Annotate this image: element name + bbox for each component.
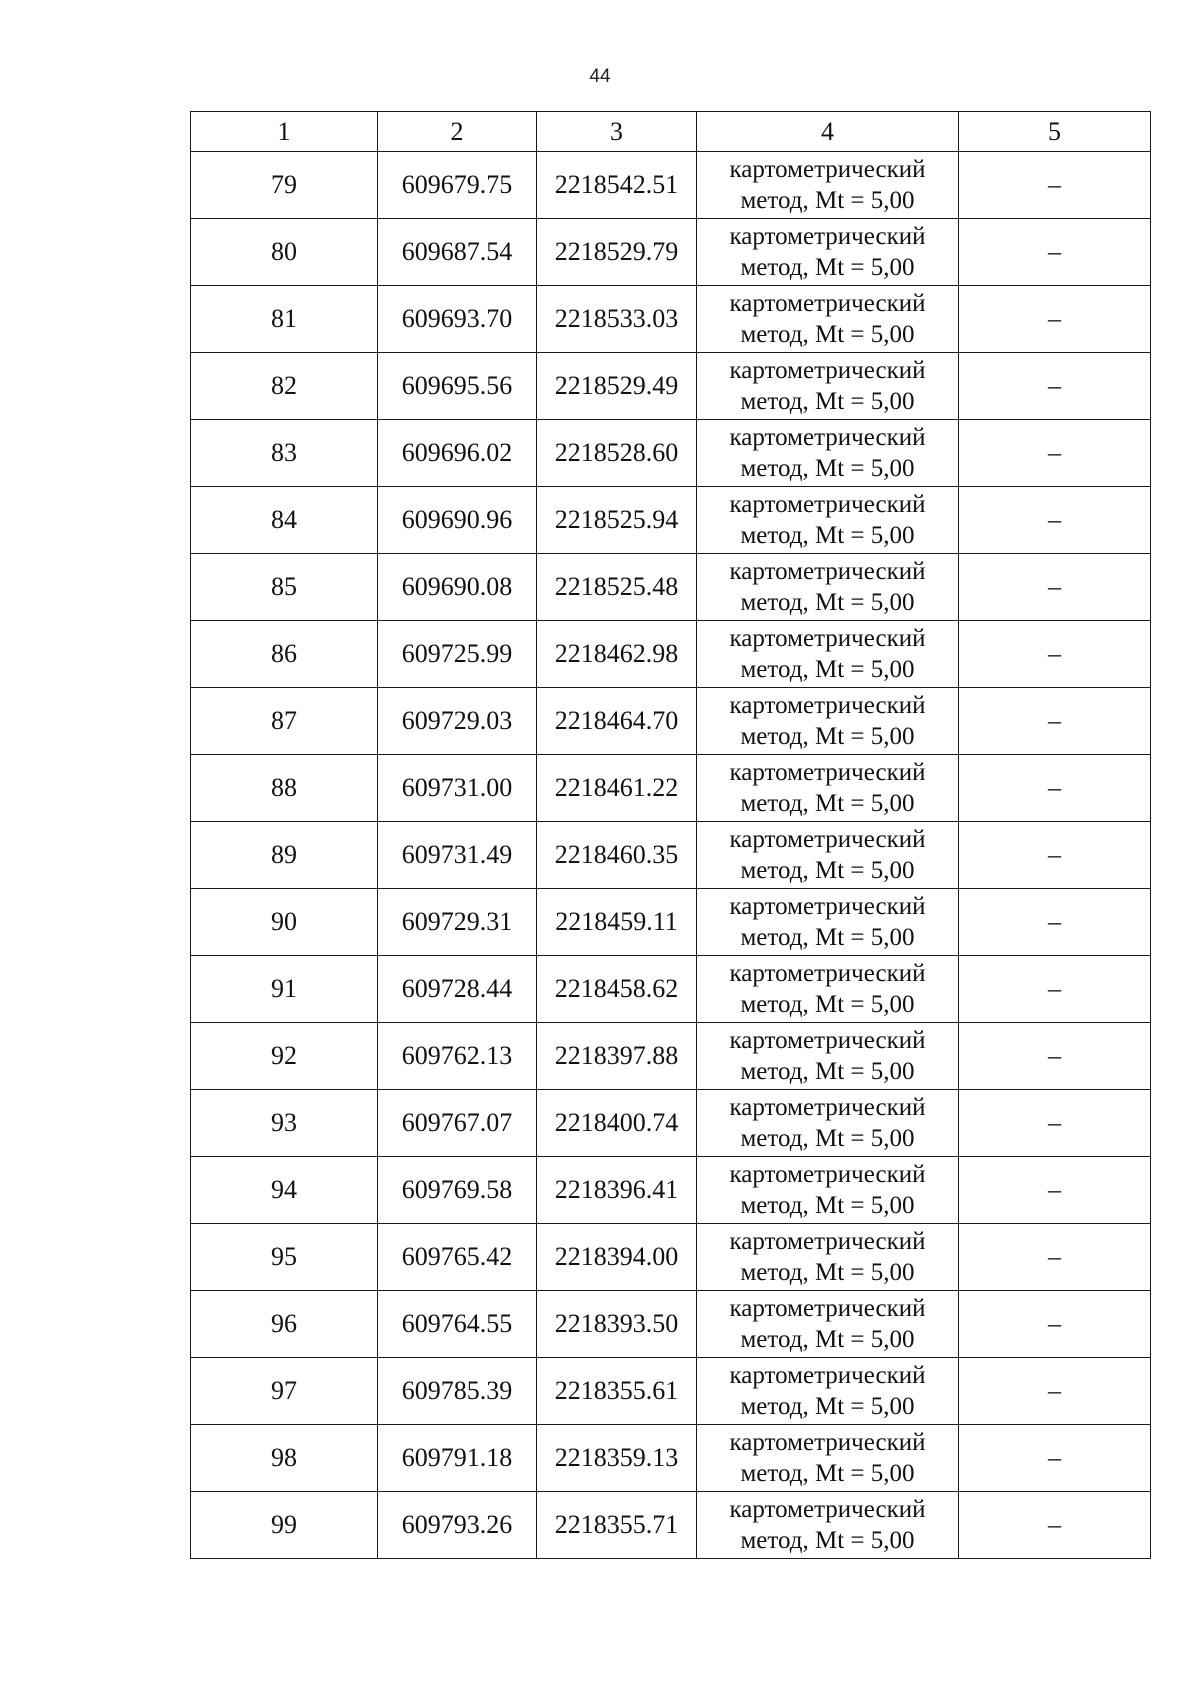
y-coordinate-cell: 2218525.94 [537,487,697,554]
col5-cell: – [959,1157,1151,1224]
x-coordinate-cell: 609729.03 [378,688,537,755]
method-line-1: картометрический [729,290,926,317]
x-coordinate-cell: 609679.75 [378,152,537,219]
col5-cell: – [959,1425,1151,1492]
x-coordinate-cell: 609725.99 [378,621,537,688]
method-line-1: картометрический [729,1228,926,1255]
x-coordinate-cell: 609762.13 [378,1023,537,1090]
method-line-1: картометрический [729,424,926,451]
y-coordinate-cell: 2218461.22 [537,755,697,822]
point-number-cell: 79 [191,152,378,219]
x-coordinate-cell: 609769.58 [378,1157,537,1224]
table-row [191,353,1151,420]
table-row [191,487,1151,554]
method-line-1: картометрический [729,692,926,719]
point-number-cell: 86 [191,621,378,688]
method-line-2: метод, Mt = 5,00 [740,1393,915,1420]
col5-cell: – [959,1291,1151,1358]
method-line-2: метод, Mt = 5,00 [740,857,915,884]
method-line-1: картометрический [729,625,926,652]
col5-cell: – [959,420,1151,487]
table-row [191,1090,1151,1157]
col5-cell: – [959,822,1151,889]
header-col-4: 4 [697,112,959,152]
y-coordinate-cell: 2218355.71 [537,1492,697,1559]
table-row [191,1157,1151,1224]
method-line-2: метод, Mt = 5,00 [740,1058,915,1085]
y-coordinate-cell: 2218464.70 [537,688,697,755]
point-number-cell: 96 [191,1291,378,1358]
table-row [191,1224,1151,1291]
table-body [191,152,1151,1559]
point-number-cell: 82 [191,353,378,420]
table-row [191,621,1151,688]
y-coordinate-cell: 2218400.74 [537,1090,697,1157]
col5-cell: – [959,1023,1151,1090]
method-line-1: картометрический [729,156,926,183]
method-cell [697,554,959,621]
method-line-1: картометрический [729,1094,926,1121]
y-coordinate-cell: 2218355.61 [537,1358,697,1425]
header-col-2: 2 [378,112,537,152]
point-number-cell: 99 [191,1492,378,1559]
table-row [191,822,1151,889]
method-cell [697,1023,959,1090]
table-row [191,286,1151,353]
point-number-cell: 83 [191,420,378,487]
method-line-1: картометрический [729,759,926,786]
x-coordinate-cell: 609791.18 [378,1425,537,1492]
method-cell [697,1090,959,1157]
col5-cell: – [959,487,1151,554]
method-cell [697,621,959,688]
method-cell [697,420,959,487]
point-number-cell: 92 [191,1023,378,1090]
y-coordinate-cell: 2218396.41 [537,1157,697,1224]
method-cell [697,1425,959,1492]
x-coordinate-cell: 609690.08 [378,554,537,621]
method-line-2: метод, Mt = 5,00 [740,187,915,214]
method-line-1: картометрический [729,1496,926,1523]
point-number-cell: 88 [191,755,378,822]
table-row [191,1492,1151,1559]
col5-cell: – [959,956,1151,1023]
method-line-2: метод, Mt = 5,00 [740,455,915,482]
point-number-cell: 84 [191,487,378,554]
method-cell [697,1291,959,1358]
x-coordinate-cell: 609693.70 [378,286,537,353]
x-coordinate-cell: 609729.31 [378,889,537,956]
method-line-1: картометрический [729,1362,926,1389]
table-header [191,112,1151,152]
col5-cell: – [959,1224,1151,1291]
point-number-cell: 91 [191,956,378,1023]
method-line-2: метод, Mt = 5,00 [740,1192,915,1219]
x-coordinate-cell: 609767.07 [378,1090,537,1157]
table-row [191,554,1151,621]
point-number-cell: 93 [191,1090,378,1157]
col5-cell: – [959,755,1151,822]
header-col-5: 5 [959,112,1151,152]
method-line-2: метод, Mt = 5,00 [740,790,915,817]
point-number-cell: 95 [191,1224,378,1291]
method-line-1: картометрический [729,960,926,987]
method-line-2: метод, Mt = 5,00 [740,656,915,683]
method-line-2: метод, Mt = 5,00 [740,1527,915,1554]
y-coordinate-cell: 2218529.79 [537,219,697,286]
table-row [191,152,1151,219]
method-line-2: метод, Mt = 5,00 [740,321,915,348]
method-line-1: картометрический [729,1429,926,1456]
method-cell [697,755,959,822]
x-coordinate-cell: 609764.55 [378,1291,537,1358]
method-cell [697,889,959,956]
x-coordinate-cell: 609695.56 [378,353,537,420]
header-col-1: 1 [191,112,378,152]
table-row [191,1291,1151,1358]
method-line-2: метод, Mt = 5,00 [740,254,915,281]
point-number-cell: 87 [191,688,378,755]
method-line-2: метод, Mt = 5,00 [740,723,915,750]
y-coordinate-cell: 2218394.00 [537,1224,697,1291]
x-coordinate-cell: 609687.54 [378,219,537,286]
y-coordinate-cell: 2218459.11 [537,889,697,956]
header-col-3: 3 [537,112,697,152]
y-coordinate-cell: 2218359.13 [537,1425,697,1492]
point-number-cell: 89 [191,822,378,889]
method-cell [697,1358,959,1425]
table-row [191,1425,1151,1492]
table-row [191,688,1151,755]
x-coordinate-cell: 609690.96 [378,487,537,554]
method-cell [697,1157,959,1224]
coordinates-table [190,111,1151,1559]
method-cell [697,688,959,755]
method-line-1: картометрический [729,1295,926,1322]
method-line-1: картометрический [729,1027,926,1054]
x-coordinate-cell: 609731.00 [378,755,537,822]
method-line-1: картометрический [729,1161,926,1188]
method-line-2: метод, Mt = 5,00 [740,1460,915,1487]
table-row [191,1023,1151,1090]
point-number-cell: 81 [191,286,378,353]
y-coordinate-cell: 2218525.48 [537,554,697,621]
method-cell [697,487,959,554]
y-coordinate-cell: 2218460.35 [537,822,697,889]
method-line-1: картометрический [729,558,926,585]
col5-cell: – [959,1492,1151,1559]
col5-cell: – [959,286,1151,353]
y-coordinate-cell: 2218462.98 [537,621,697,688]
x-coordinate-cell: 609696.02 [378,420,537,487]
table-row [191,420,1151,487]
y-coordinate-cell: 2218393.50 [537,1291,697,1358]
method-line-2: метод, Mt = 5,00 [740,924,915,951]
method-line-2: метод, Mt = 5,00 [740,991,915,1018]
point-number-cell: 85 [191,554,378,621]
col5-cell: – [959,554,1151,621]
y-coordinate-cell: 2218529.49 [537,353,697,420]
table-row [191,219,1151,286]
x-coordinate-cell: 609785.39 [378,1358,537,1425]
method-line-2: метод, Mt = 5,00 [740,589,915,616]
table-row [191,755,1151,822]
method-cell [697,152,959,219]
y-coordinate-cell: 2218458.62 [537,956,697,1023]
method-line-2: метод, Mt = 5,00 [740,522,915,549]
col5-cell: – [959,152,1151,219]
point-number-cell: 98 [191,1425,378,1492]
table-row [191,956,1151,1023]
point-number-cell: 90 [191,889,378,956]
point-number-cell: 94 [191,1157,378,1224]
col5-cell: – [959,621,1151,688]
col5-cell: – [959,688,1151,755]
method-line-2: метод, Mt = 5,00 [740,1326,915,1353]
y-coordinate-cell: 2218542.51 [537,152,697,219]
method-line-1: картометрический [729,491,926,518]
method-line-2: метод, Mt = 5,00 [740,1259,915,1286]
method-cell [697,353,959,420]
method-cell [697,219,959,286]
method-line-1: картометрический [729,223,926,250]
table-row [191,1358,1151,1425]
method-line-2: метод, Mt = 5,00 [740,1125,915,1152]
x-coordinate-cell: 609728.44 [378,956,537,1023]
page-number: 44 [589,66,611,87]
method-cell [697,956,959,1023]
y-coordinate-cell: 2218397.88 [537,1023,697,1090]
method-line-1: картометрический [729,357,926,384]
method-cell [697,822,959,889]
x-coordinate-cell: 609793.26 [378,1492,537,1559]
y-coordinate-cell: 2218528.60 [537,420,697,487]
point-number-cell: 97 [191,1358,378,1425]
col5-cell: – [959,353,1151,420]
method-cell [697,1224,959,1291]
method-cell [697,286,959,353]
point-number-cell: 80 [191,219,378,286]
method-line-2: метод, Mt = 5,00 [740,388,915,415]
col5-cell: – [959,219,1151,286]
y-coordinate-cell: 2218533.03 [537,286,697,353]
method-line-1: картометрический [729,826,926,853]
x-coordinate-cell: 609731.49 [378,822,537,889]
method-line-1: картометрический [729,893,926,920]
table-row [191,889,1151,956]
col5-cell: – [959,889,1151,956]
header-row [191,112,1151,152]
x-coordinate-cell: 609765.42 [378,1224,537,1291]
col5-cell: – [959,1358,1151,1425]
col5-cell: – [959,1090,1151,1157]
method-cell [697,1492,959,1559]
